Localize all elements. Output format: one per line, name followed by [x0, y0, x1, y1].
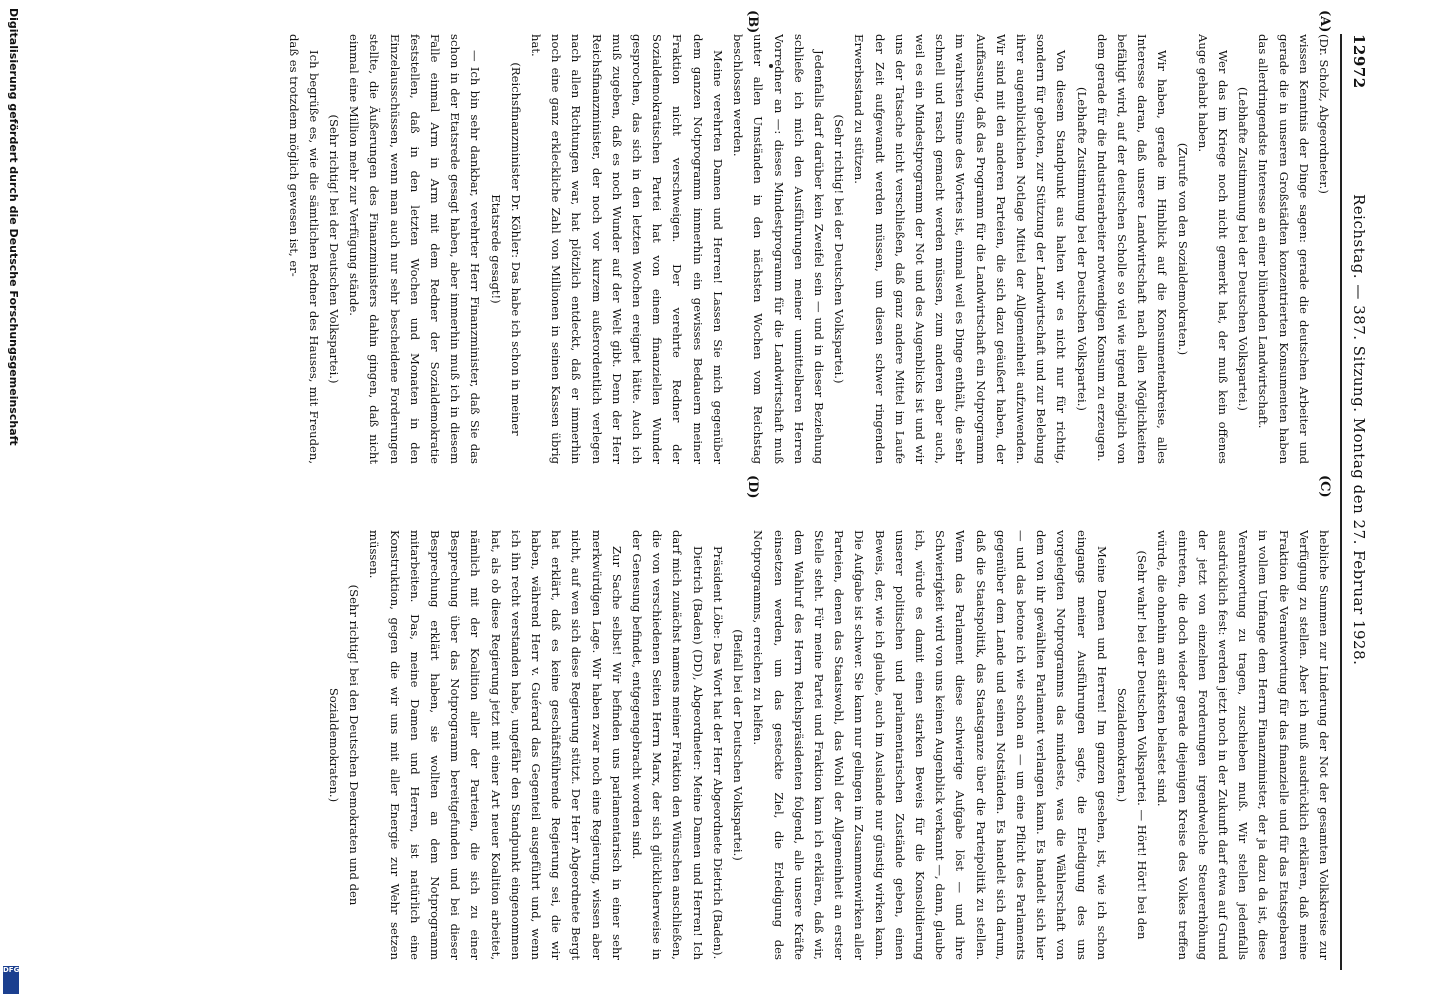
paragraph: Meine Damen und Herren! Im ganzen gesehen, ist, wie ich schon eingangs meiner Ausführungen sagte, die Erledigung des uns vorgelegten Notprogramms das mindeste, was die Wählerschaft von dem von ihr gewählten Parlament verlangen kann. Es handelt sich hier — und das betone ich wie schon an — um eine Pflicht des Parlaments gegenüber dem Lande und seinen Notständen. Es handelt sich darum, daß die Staatspolitik, das Staatsganze über die Parteipolitik zu stellen. Wenn das Parlament diese schwierige Aufgabe löst — und ihre Schwierigkeit wird von uns keinen Augenblick verkannt —, dann, glaube ich, würde es damit einen starken Beweis für die Konsolidierung unserer politischen und parlamentarischen Zustände geben, einen Beweis, der, wie ich glaube, auch im Auslande nur günstig wirken kann. Die Aufgabe ist schwer. Sie kann nur gelingen im Zusammenwirken aller Parteien, denen das Staatswohl, das Wohl der Allgemeinheit an erster Stelle steht. Für meine Partei und Fraktion kann ich erklären, daß wir, dem Wahlruf des Herrn Reichspräsidenten folgend, alle unsere Kräfte einsetzen werden, um das gesteckte Ziel, die Erledigung des Notprogramms, erreichen zu helfen.: [751, 530, 1109, 960]
stage-direction: (Sehr richtig! bei den Deutschen Demokraten und den Sozialdemokraten.): [327, 584, 362, 906]
stage-direction: (Lebhafte Zustimmung bei der Deutschen Volkspartei.): [1074, 87, 1089, 411]
page-title: Reichstag. — 387. Sitzung. Montag den 27. Februar 1928.: [1350, 194, 1368, 666]
margin-marker-c: (C): [1317, 475, 1332, 498]
right-text-column: [114, 530, 1334, 960]
page-header: [1344, 34, 1370, 970]
left-text-column: [114, 34, 1334, 464]
stage-direction: (Zurufe von den Sozialdemokraten.): [1175, 142, 1190, 356]
paragraph: Von diesem Standpunkt aus halten wir es nicht nur für richtig, sondern für geboten, zur Stützung der Landwirtschaft und zur Belebung ihrer augenblicklichen Notlage Mittel der Allgemeinheit aufzuwenden. Wir sind mit den anderen Parteien, die sich dazu geäußert haben, der Auffassung, daß das Programm für die Landwirtschaft ein Notprogramm im wahrsten Sinne des Wortes ist, einmal weil es Dinge enthält, die sehr schnell und rasch gemacht werden müssen, zum anderen aber auch, weil es ein Mindestprogramm der Not und des Augenblicks ist und wir uns der Tatsache nicht verschließen, daß ganz andere Mittel im Laufe der Zeit aufgewandt werden müssen, um diesen schwer ringenden Erwerbsstand zu stützen.: [852, 34, 1069, 464]
paragraph: Dietrich (Baden) (DD), Abgeordneter: Meine Damen und Herren! Ich darf mich zunächst namens meiner Fraktion den Wünschen anschließen, die von verschiedenen Seiten Herrn Marx, der sich glücklicherweise in der Genesung befindet, entgegengebracht worden sind.: [630, 530, 705, 960]
margin-marker-d: (D): [745, 475, 760, 499]
margin-marker-a: (A): [1317, 10, 1332, 33]
stage-direction: (Sehr wahr! bei der Deutschen Volkspartei. — Hört! Hört! bei den Sozialdemokraten.): [1114, 550, 1150, 940]
paragraph: Ich begrüße es, wie die sämtlichen Redner des Hauses, mit Freuden, daß es trotzdem möglich gewesen ist, er-: [286, 34, 321, 464]
paragraph: Meine verehrten Damen und Herren! Lassen Sie mich gegenüber dem ganzen Notprogramm immerhin ein gewisses Bedauern meiner Fraktion nicht verschweigen. Der verehrte Redner der Sozialdemokratischen Partei hat von einem finanziellen Wunder gesprochen, das sich in den letzten Wochen ereignet hätte. Auch ich muß zugeben, daß es noch Wunder auf der Welt gibt. Denn der Herr Reichsfinanzminister, der noch vor kurzem außerordentlich verlegen nach allen Richtungen war, hat plötzlich entdeckt, daß er immerhin noch eine ganz erkleckliche Zahl von Millionen in seinen Kassen übrig hat.: [529, 34, 725, 464]
rotated-page-content: [80, 10, 1380, 990]
dfg-logo: DFG: [3, 966, 19, 994]
stage-direction: (Sehr richtig! bei der Deutschen Volkspartei.): [832, 114, 847, 384]
paragraph: Jedenfalls darf darüber kein Zweifel sein — und in dieser Beziehung schließe ich mich den Ausführungen meiner unmittelbaren Herren Vorredner an —: dieses Mindestprogramm für die Landwirtschaft muß unter allen Umständen in den nächsten Wochen vom Reichstag beschlossen werden.: [731, 34, 826, 464]
paragraph: Wir haben, gerade im Hinblick auf die Konsumentenkreise, alles Interesse daran, daß unsere Landwirtschaft nach allen Möglichkeiten befähigt wird, auf der deutschen Scholle so viel wie irgend möglich von dem gerade für die Industriearbeiter notwendigen Konsum zu erzeugen.: [1094, 34, 1170, 464]
paragraph: Zur Sache selbst! Wir befinden uns parlamentarisch in einer sehr merkwürdigen Lage. Wir haben zwar noch eine Regierung, wissen aber nicht, auf wen sich diese Regierung stützt. Der Herr Abgeordnete Bergt hat erklärt, daß es keine geschäftsführende Regierung sei, die wir haben, während Herr v. Guérard das Gegenteil ausgeführt und, wenn ich ihn recht verstanden habe, ungefähr den Standpunkt eingenommen hat, als ob diese Regierung jetzt mit einer Art neuer Koalition arbeitet, nämlich mit der Koalition aller der Parteien, die sich zu einer Besprechung über das Notprogramm bereitgefunden und bei dieser Besprechung erklärt haben, sie wollten an dem Notprogramm mitarbeiten. Das, meine Damen und Herren, ist natürlich eine Konstruktion, gegen die wir uns mit aller Energie zur Wehr setzen müssen.: [367, 530, 624, 960]
paragraph: (Dr. Scholz, Abgeordneter.): [1317, 34, 1331, 194]
paragraph: — Ich bin sehr dankbar, verehrter Herr Finanzminister, daß Sie das schon in der Etatsrede gesagt haben, aber immerhin muß ich in diesem Falle einmal Arm in Arm mit dem Redner der Sozialdemokratie feststellen, daß in den letzten Wochen und Monaten in den Einzelausschüssen, wenn man auch nur sehr bescheidene Forderungen stellte, die Äußerungen des Finanzministers dahin gingen, daß nicht einmal eine Million mehr zur Verfügung stände.: [347, 34, 483, 464]
paragraph: Wer das im Kriege noch nicht gemerkt hat, der muß kein offenes Auge gehabt haben.: [1195, 34, 1230, 464]
stage-direction: (Beifall bei der Deutschen Volkspartei.): [731, 629, 746, 861]
stage-direction: (Reichsfinanzminister Dr. Köhler: Das habe ich schon in meiner Etatsrede gesagt!): [488, 62, 523, 436]
margin-marker-b: (B): [745, 10, 760, 34]
digitization-credit: [4, 8, 22, 992]
stage-direction: (Lebhafte Zustimmung bei der Deutschen Volkspartei.): [1236, 87, 1251, 411]
scanned-page: [80, 10, 1380, 990]
page-number: 12972: [1350, 34, 1368, 89]
header-rule: [1340, 34, 1342, 970]
credit-text: Digitalisierung gefördert durch die Deutsche Forschungsgemeinschaft: [7, 8, 20, 446]
paragraph: wissen Kenntnis der Dinge sagen: gerade die deutschen Arbeiter und gerade die in unseren Großstädten konzentrierten Konsumenten haben das allerdringendste Interesse an einer blühenden Landwirtschaft.: [1256, 34, 1311, 464]
paragraph: hebliche Summen zur Linderung der Not der gesamten Volkskreise zur Verfügung zu stellen. Aber ich muß ausdrücklich erklären, daß meine Fraktion die Verantwortung für das finanzielle und für das Etatsgebaren in vollem Umfange dem Herrn Finanzminister, der ja dazu da ist, diese Verantwortung zu tragen, zuschieben muß. Wir stellen jedenfalls ausdrücklich fest: werden jetzt noch in der Zukunft darf etwa auf Grund der jetzt von einzelnen Forderungen irgendwelche Steuererhöhung eintreten, die doch wieder gerade diejenigen Kreise des Volkes treffen würde, die ohnehin am stärksten belastet sind.: [1155, 530, 1331, 960]
paragraph: Präsident Löbe: Das Wort hat der Herr Abgeordnete Dietrich (Baden).: [710, 546, 725, 960]
stage-direction: (Sehr richtig! bei der Deutschen Volkspartei.): [327, 114, 342, 384]
